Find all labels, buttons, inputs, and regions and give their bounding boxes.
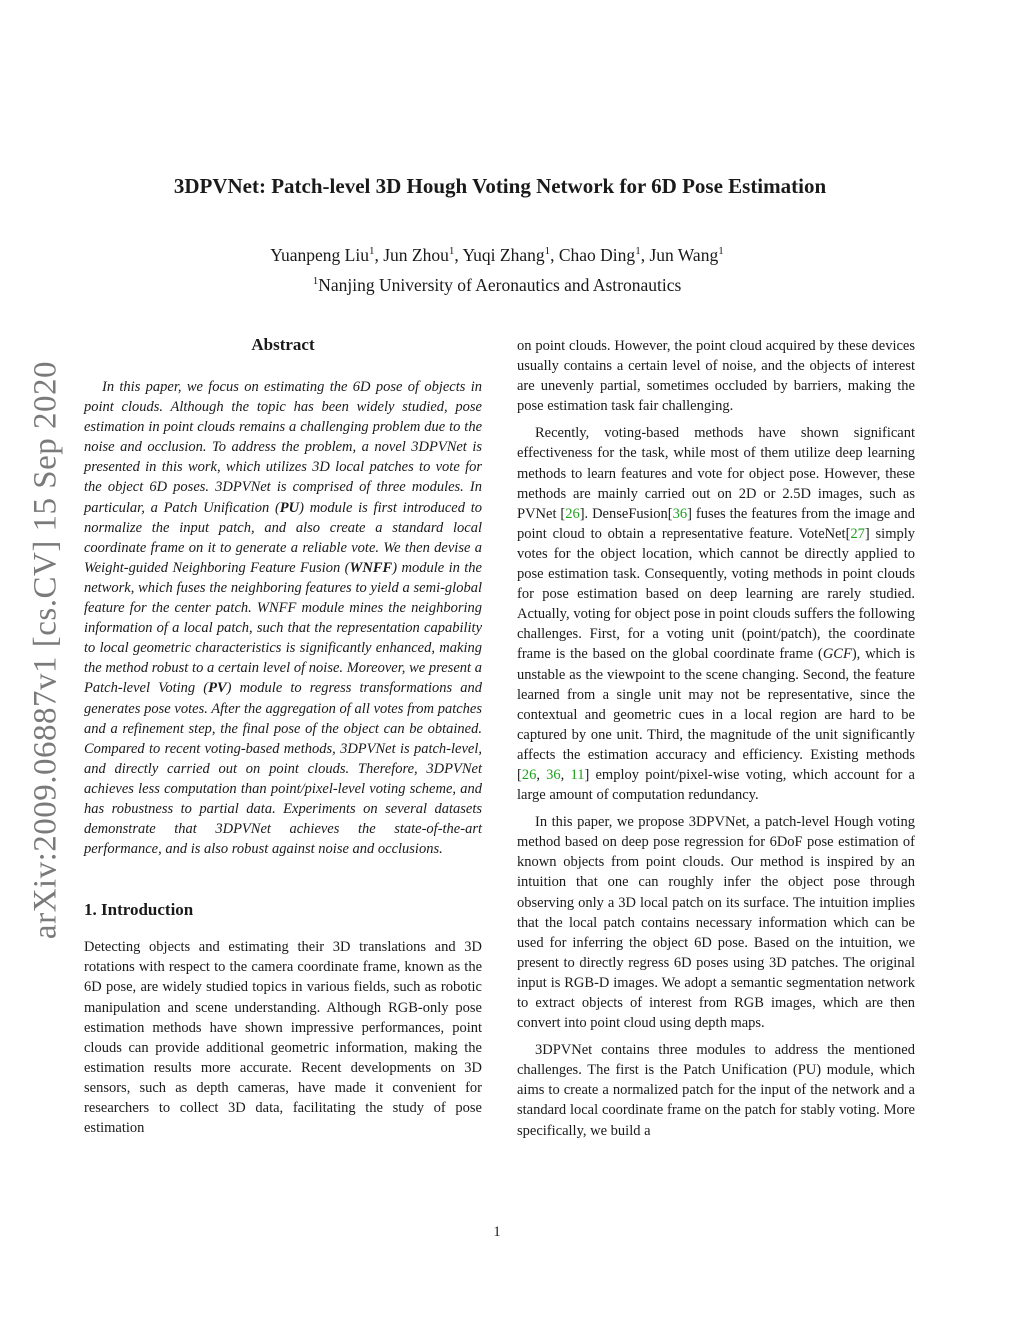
text-run: ) module is first introduced to normalize the input patch, and also create a standard local coordinate frame on it to generate a reliable vote. We then devise a Weight-guided Neighboring Feature Fusion ( bbox=[84, 499, 482, 576]
text-run: 3DPVNet contains three modules to address the mentioned challenges. The first is the Patch Unification (PU) module, which aims to create a normalized patch for the input of the network and a standard local coordinate frame on the patch for stably voting. More specifically, we build a bbox=[517, 1042, 915, 1139]
citation-link[interactable]: 11 bbox=[570, 766, 585, 783]
author-affiliation-mark: 1 bbox=[544, 245, 551, 257]
affiliation-name: Nanjing University of Aeronautics and Astronautics bbox=[318, 274, 682, 295]
body-paragraph bbox=[517, 1040, 915, 1140]
author-list bbox=[0, 238, 994, 268]
text-run: , bbox=[560, 766, 571, 783]
author-name: Jun Wang bbox=[649, 244, 719, 265]
author-name: Chao Ding bbox=[558, 244, 636, 265]
body-paragraph bbox=[84, 937, 482, 1138]
section-heading-introduction: 1. Introduction bbox=[84, 900, 194, 920]
citation-link[interactable]: 36 bbox=[546, 766, 561, 783]
left-body bbox=[84, 937, 482, 1138]
text-run: , bbox=[536, 766, 547, 783]
text-run: ) module in the network, which fuses the neighboring features to yield a semi-global feature for the center patch. WNFF module mines the neighboring information of a local patch, such that the representation capability to local geometric characteristics is significantly enhanced, making the method robust to a certain level of noise. Moreover, we present a Patch-level Voting ( bbox=[84, 559, 482, 697]
page-number: 1 bbox=[493, 1224, 501, 1240]
body-paragraph bbox=[517, 812, 915, 1033]
author-name: Yuqi Zhang bbox=[462, 244, 545, 265]
citation-link[interactable]: 26 bbox=[521, 766, 537, 783]
text-run: ] employ point/pixel-wise voting, which account for a large amount of computation redundancy. bbox=[517, 766, 915, 804]
citation-link[interactable]: 26 bbox=[565, 505, 580, 522]
author-name: Yuanpeng Liu bbox=[270, 244, 369, 265]
text-run: Recently, voting-based methods have shown significant effectiveness for the task, while most of them utilize deep learning methods to learn features and vote for object pose. However, these methods are mainly carried out on 2D or 2.5D images, such as PVNet [ bbox=[517, 425, 915, 522]
citation-link[interactable]: 36 bbox=[672, 505, 688, 522]
text-run: In this paper, we propose 3DPVNet, a patch-level Hough voting method based on deep pose regression for 6DoF pose estimation of known objects from point clouds. Our method is inspired by an intuition that one can roughly infer the object pose through observing only a 3D local patch on its surface. The intuition implies that the local patch contains necessary information which can be used for inferring the object 6D pose. Based on the intuition, we present to directly regress 6D poses using 3D patches. The original input is RGB-D images. We adopt a semantic segmentation network to extract objects of interest from RGB images, which are then convert into point cloud using depth maps. bbox=[517, 814, 915, 1032]
author-affiliation-mark: 1 bbox=[635, 245, 641, 257]
text-run: ]. DenseFusion[ bbox=[579, 505, 673, 522]
right-column bbox=[517, 336, 915, 1141]
author-separator: , bbox=[640, 244, 650, 265]
body-paragraph bbox=[517, 336, 915, 416]
author-affiliation-mark: 1 bbox=[368, 245, 375, 257]
author-separator: , bbox=[550, 244, 559, 265]
author-affiliation-mark: 1 bbox=[448, 245, 455, 257]
text-run: ] simply votes for the object location, which cannot be directly applied to pose estimation task. Consequently, voting methods in point clouds for pose estimation based on deep learning are rarely studied. Actually, voting for object pose in point clouds suffers the following challenges. First, for a voting unit (point/patch), the coordinate frame is the based on the global coordinate frame ( bbox=[517, 525, 916, 663]
text-run: Detecting objects and estimating their 3D translations and 3D rotations with respect to the camera coordinate frame, known as the 6D pose, are widely studied topics in various fields, such as robotic manipulation and scene understanding. Although RGB-only pose estimation methods have shown impressive performances, point clouds can provide additional geometric information, making the estimation results more accurate. Recent developments on 3D sensors, such as depth cameras, have made it convenient for researchers to collect 3D data, facilitating the study of pose estimation bbox=[84, 939, 482, 1137]
text-run: on point clouds. However, the point cloud acquired by these devices usually contains a certain level of noise, and the objects of interest are unevenly partial, sometimes occluded by barriers, making the pose estimation task fair challenging. bbox=[517, 338, 915, 415]
author-name: Jun Zhou bbox=[383, 244, 449, 265]
text-run: ) module to regress transformations and generates pose votes. After the aggregation of all votes from patches and a refinement step, the final pose of the object can be obtained. Compared to recent voting-based methods, 3DPVNet is patch-level, and directly carried out on point clouds. Therefore, 3DPVNet achieves less computation than point/pixel-level voting scheme, and has robustness to partial data. Experiments on several datasets demonstrate that 3DPVNet achieves the state-of-the-art performance, and is also robust against noise and occlusions. bbox=[84, 680, 482, 858]
italic-term: GCF bbox=[822, 646, 852, 663]
abstract-text bbox=[84, 377, 482, 859]
arxiv-stamp bbox=[18, 350, 74, 950]
paper-title: 3DPVNet: Patch-level 3D Hough Voting Network for 6D Pose Estimation bbox=[173, 174, 827, 198]
text-run: ), which is unstable as the viewpoint to the scene changing. Second, the feature learned from a single unit may not be representative, since the contextual and geometric cues in a local region are hard to be captured by one unit. Third, the magnitude of the unit significantly affects the estimation accuracy and efficiency. Existing methods [ bbox=[517, 646, 915, 783]
text-run: ] fuses the features from the image and point cloud to obtain a representative feature. VoteNet[ bbox=[517, 505, 915, 542]
affiliation-mark: 1 bbox=[312, 274, 319, 287]
abstract-heading: Abstract bbox=[251, 335, 315, 354]
arxiv-identifier: arXiv:2009.06887v1 [cs.CV] 15 Sep 2020 bbox=[27, 360, 64, 940]
bold-term: WNFF bbox=[349, 559, 393, 576]
bold-term: PU bbox=[279, 499, 300, 516]
author-affiliation-mark: 1 bbox=[718, 245, 724, 257]
author-separator: , bbox=[374, 244, 384, 265]
citation-link[interactable]: 27 bbox=[850, 525, 865, 542]
text-run: In this paper, we focus on estimating the 6D pose of objects in point clouds. Although the topic has been widely studied, pose estimation in point clouds remains a challenging problem due to the noise and occlusion. To address the problem, a novel 3DPVNet is presented in this work, which utilizes 3D local patches to vote for the object 6D poses. 3DPVNet is comprised of three modules. In particular, a Patch Unification ( bbox=[84, 379, 482, 516]
affiliation bbox=[0, 268, 994, 298]
right-body bbox=[517, 336, 915, 1141]
bold-term: PV bbox=[208, 680, 227, 697]
left-column bbox=[84, 333, 482, 1138]
author-block bbox=[0, 238, 994, 298]
body-paragraph bbox=[517, 423, 915, 805]
author-separator: , bbox=[454, 244, 463, 265]
